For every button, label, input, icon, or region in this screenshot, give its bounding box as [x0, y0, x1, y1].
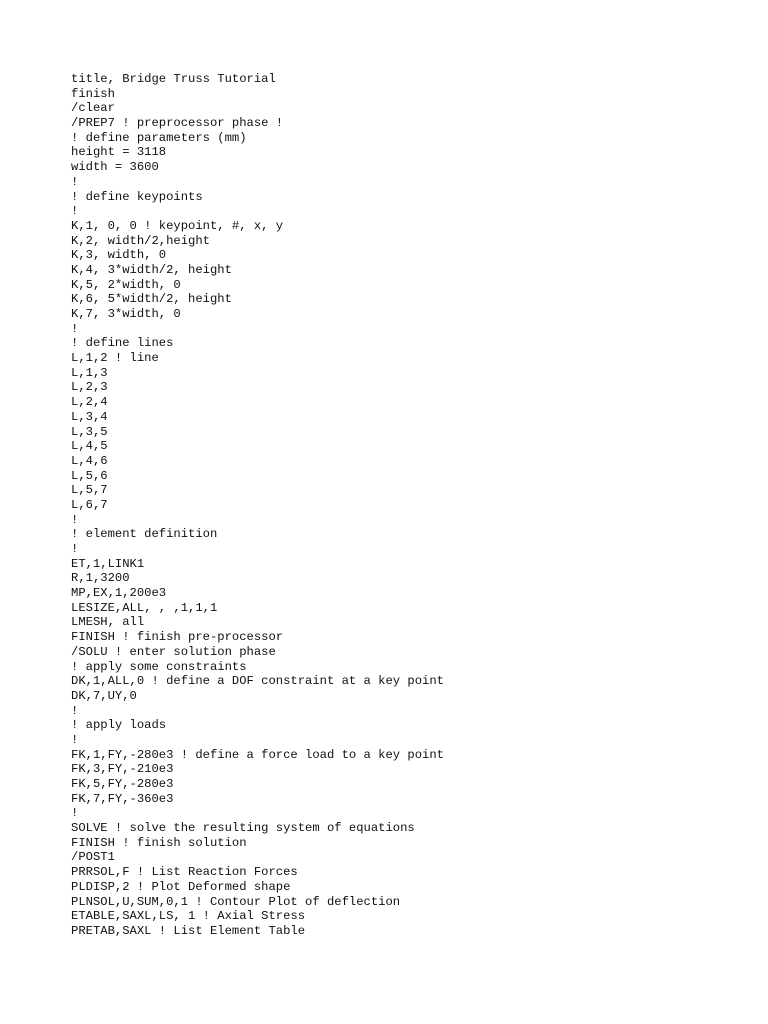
code-line: K,3, width, 0	[71, 248, 167, 263]
code-line: ET,1,LINK1	[71, 556, 145, 571]
code-line: /PREP7 ! preprocessor phase !	[71, 116, 284, 131]
code-line: FK,5,FY,-280e3	[71, 777, 174, 791]
code-line: L,3,5	[71, 424, 108, 439]
code-line: !	[71, 806, 79, 821]
code-line: MP,EX,1,200e3	[71, 586, 167, 601]
code-line: FK,1,FY,-280e3 ! define a force load to a key point	[71, 747, 444, 762]
code-line: PLDISP,2 ! Plot Deformed shape	[71, 879, 291, 894]
code-line: FK,3,FY,-210e3	[71, 762, 174, 777]
code-line: L,2,4	[71, 395, 108, 410]
code-line: L,3,4	[71, 409, 108, 424]
code-line: ! define lines	[71, 336, 174, 351]
code-line: ETABLE,SAXL,LS, 1 ! Axial Stress	[71, 909, 306, 924]
code-line: K,1, 0, 0 ! keypoint, #, x, y	[71, 218, 284, 233]
code-line: height = 3118	[71, 145, 167, 160]
code-line: FINISH ! finish solution	[71, 835, 247, 850]
code-line: PRETAB,SAXL ! List Element Table	[71, 923, 306, 938]
code-line: ! define keypoints	[71, 189, 203, 204]
code-line: K,5, 2*width, 0	[71, 277, 181, 292]
code-line: K,4, 3*width/2, height	[71, 262, 232, 277]
code-line: FK,7,FY,-360e3	[71, 791, 174, 806]
code-line: L,6,7	[71, 497, 108, 512]
code-line: K,6, 5*width/2, height	[71, 292, 232, 307]
code-line: !	[71, 512, 79, 527]
code-line: L,1,2 ! line	[71, 351, 159, 366]
code-line: FINISH ! finish pre-processor	[71, 630, 284, 645]
code-line: L,5,6	[71, 468, 108, 483]
code-line: DK,7,UY,0	[71, 688, 137, 703]
code-line: title, Bridge Truss Tutorial	[71, 72, 276, 86]
code-line: L,4,6	[71, 453, 108, 468]
code-line: K,7, 3*width, 0	[71, 307, 181, 321]
code-line: /clear	[71, 101, 115, 116]
code-line: PRRSOL,F ! List Reaction Forces	[71, 865, 298, 880]
code-line: L,2,3	[71, 380, 108, 395]
code-line: SOLVE ! solve the resulting system of equations	[71, 821, 415, 836]
code-line: ! define parameters (mm)	[71, 130, 247, 145]
code-line: !	[71, 542, 79, 556]
code-line: LMESH, all	[71, 615, 145, 630]
code-line: K,2, width/2,height	[71, 233, 210, 248]
code-line: !	[71, 703, 79, 718]
code-line: !	[71, 732, 79, 747]
code-line: finish	[71, 86, 115, 101]
code-line: L,5,7	[71, 483, 108, 498]
code-line: ! apply loads	[71, 718, 167, 733]
code-line: L,1,3	[71, 365, 108, 380]
code-line: /SOLU ! enter solution phase	[71, 644, 276, 659]
code-line: L,4,5	[71, 439, 108, 454]
code-line: !	[71, 174, 79, 189]
code-line: DK,1,ALL,0 ! define a DOF constraint at a key point	[71, 674, 444, 689]
code-line: width = 3600	[71, 160, 159, 175]
code-line: PLNSOL,U,SUM,0,1 ! Contour Plot of deflection	[71, 894, 401, 909]
code-line: !	[71, 321, 79, 336]
code-line: ! apply some constraints	[71, 659, 247, 674]
code-line: LESIZE,ALL, , ,1,1,1	[71, 600, 218, 615]
code-line: ! element definition	[71, 527, 218, 542]
code-line: !	[71, 204, 79, 219]
code-line: /POST1	[71, 850, 115, 865]
ansys-script-text	[71, 72, 444, 939]
code-line: R,1,3200	[71, 571, 130, 586]
